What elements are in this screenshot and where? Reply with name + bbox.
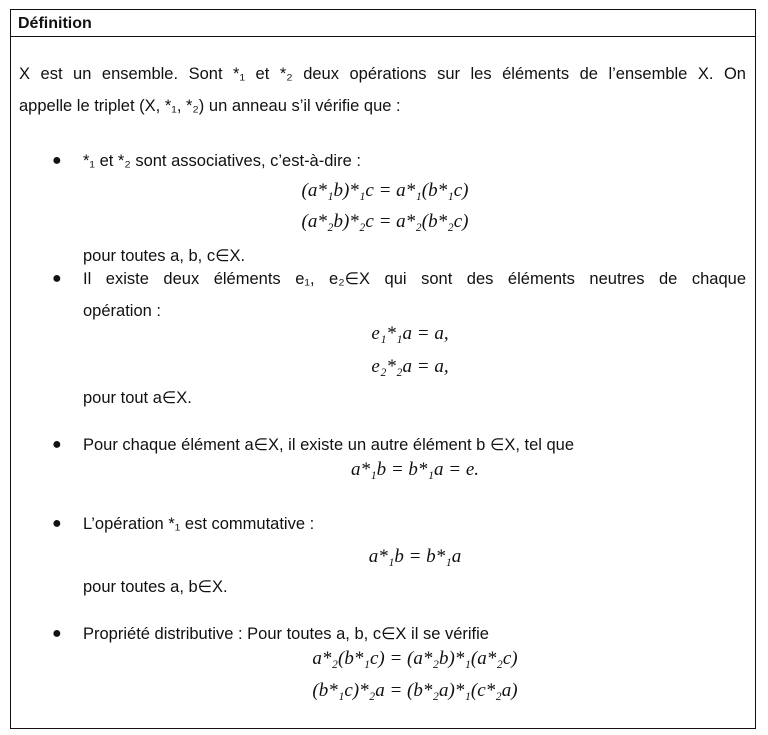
bullet-marker: ● (52, 270, 62, 287)
bullet-marker: ● (52, 436, 62, 453)
item-2-text: Il existe deux éléments e₁, e₂∈X qui sont des éléments neutres de chaque (83, 270, 746, 288)
item-2-after: pour tout a∈X. (83, 389, 192, 407)
item-1-text: *₁ et *₂ sont associatives, c’est-à-dire : (83, 152, 361, 170)
item-1-after: pour toutes a, b, c∈X. (83, 247, 246, 265)
bullet-marker: ● (52, 152, 62, 169)
definition-title: Définition (11, 10, 755, 37)
item-5-text: Propriété distributive : Pour toutes a, b, c∈X il se vérifie (83, 625, 489, 643)
item-3-equation-1: a*₁b = b*₁a = e. (350, 459, 480, 480)
item-2-equation-2: e₂*₂a = a, (371, 356, 449, 377)
item-2-text-cont: opération : (83, 302, 161, 320)
item-5-equation-1: a*₂(b*₁c) = (a*₂b)*₁(a*₂c) (312, 648, 518, 669)
bullet-marker: ● (52, 625, 62, 642)
item-4-text: L’opération *₁ est commutative : (83, 515, 315, 533)
item-5-equation-2: (b*₁c)*₂a = (b*₂a)*₁(c*₂a) (312, 680, 518, 701)
bullet-marker: ● (52, 515, 62, 532)
item-1-equation-2: (a*₂b)*₂c = a*₂(b*₂c) (301, 211, 469, 232)
intro-line-2: appelle le triplet (X, *₁, *₂) un anneau s’il vérifie que : (19, 97, 401, 115)
item-4-equation-1: a*₁b = b*₁a (368, 546, 462, 567)
item-3-text: Pour chaque élément a∈X, il existe un autre élément b ∈X, tel que (83, 436, 575, 454)
item-4-after: pour toutes a, b∈X. (83, 578, 228, 596)
item-2-equation-1: e₁*₁a = a, (371, 323, 449, 344)
intro-line-1: X est un ensemble. Sont *₁ et *₂ deux opérations sur les éléments de l’ensemble X. On (19, 65, 746, 83)
item-1-equation-1: (a*₁b)*₁c = a*₁(b*₁c) (301, 180, 469, 201)
